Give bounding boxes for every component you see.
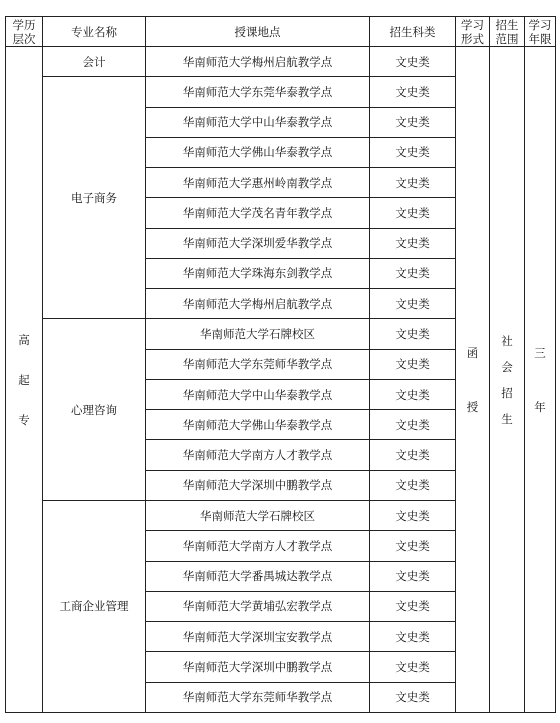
header-subject: 招生科类	[370, 17, 456, 47]
major-cell: 会计	[43, 47, 146, 77]
location-cell: 华南师范大学佛山华泰教学点	[146, 410, 370, 440]
location-cell: 华南师范大学南方人才教学点	[146, 531, 370, 561]
location-cell: 华南师范大学南方人才教学点	[146, 440, 370, 470]
subject-cell: 文史类	[370, 379, 456, 409]
subject-cell: 文史类	[370, 137, 456, 167]
header-major: 专业名称	[43, 17, 146, 47]
header-mode: 学习 形式	[456, 17, 490, 47]
location-cell: 华南师范大学深圳中鹏教学点	[146, 470, 370, 500]
subject-cell: 文史类	[370, 531, 456, 561]
duration-cell: 三 年	[525, 47, 556, 713]
location-cell: 华南师范大学惠州岭南教学点	[146, 168, 370, 198]
table-row	[6, 47, 556, 77]
level-cell: 高 起 专	[6, 47, 43, 713]
mode-cell: 函 授	[456, 47, 490, 713]
subject-cell: 文史类	[370, 319, 456, 349]
major-cell: 工商企业管理	[43, 500, 146, 712]
location-cell: 华南师范大学石牌校区	[146, 500, 370, 530]
header-scope: 招生 范围	[490, 17, 525, 47]
location-cell: 华南师范大学梅州启航教学点	[146, 289, 370, 319]
location-cell: 华南师范大学黄埔弘宏教学点	[146, 591, 370, 621]
location-cell: 华南师范大学东莞华泰教学点	[146, 77, 370, 107]
location-cell: 华南师范大学东莞师华教学点	[146, 349, 370, 379]
table-body	[6, 47, 556, 713]
location-cell: 华南师范大学石牌校区	[146, 319, 370, 349]
location-cell: 华南师范大学东莞师华教学点	[146, 682, 370, 712]
subject-cell: 文史类	[370, 228, 456, 258]
subject-cell: 文史类	[370, 198, 456, 228]
location-cell: 华南师范大学中山华泰教学点	[146, 107, 370, 137]
location-cell: 华南师范大学中山华泰教学点	[146, 379, 370, 409]
subject-cell: 文史类	[370, 77, 456, 107]
subject-cell: 文史类	[370, 289, 456, 319]
subject-cell: 文史类	[370, 470, 456, 500]
location-cell: 华南师范大学珠海东剑教学点	[146, 258, 370, 288]
scope-cell: 社 会 招 生	[490, 47, 525, 713]
location-cell: 华南师范大学深圳爱华教学点	[146, 228, 370, 258]
major-cell: 电子商务	[43, 77, 146, 319]
enrollment-table	[5, 16, 556, 713]
subject-cell: 文史类	[370, 258, 456, 288]
header-row	[6, 17, 556, 47]
header-duration: 学习 年限	[525, 17, 556, 47]
subject-cell: 文史类	[370, 440, 456, 470]
subject-cell: 文史类	[370, 500, 456, 530]
header-location: 授课地点	[146, 17, 370, 47]
subject-cell: 文史类	[370, 652, 456, 682]
subject-cell: 文史类	[370, 107, 456, 137]
location-cell: 华南师范大学深圳中鹏教学点	[146, 652, 370, 682]
subject-cell: 文史类	[370, 349, 456, 379]
location-cell: 华南师范大学梅州启航教学点	[146, 47, 370, 77]
subject-cell: 文史类	[370, 561, 456, 591]
location-cell: 华南师范大学番禺城达教学点	[146, 561, 370, 591]
location-cell: 华南师范大学茂名青年教学点	[146, 198, 370, 228]
major-cell: 心理咨询	[43, 319, 146, 501]
subject-cell: 文史类	[370, 47, 456, 77]
subject-cell: 文史类	[370, 410, 456, 440]
location-cell: 华南师范大学佛山华泰教学点	[146, 137, 370, 167]
header-level: 学历 层次	[6, 17, 43, 47]
subject-cell: 文史类	[370, 168, 456, 198]
location-cell: 华南师范大学深圳宝安教学点	[146, 622, 370, 652]
subject-cell: 文史类	[370, 622, 456, 652]
subject-cell: 文史类	[370, 591, 456, 621]
subject-cell: 文史类	[370, 682, 456, 712]
